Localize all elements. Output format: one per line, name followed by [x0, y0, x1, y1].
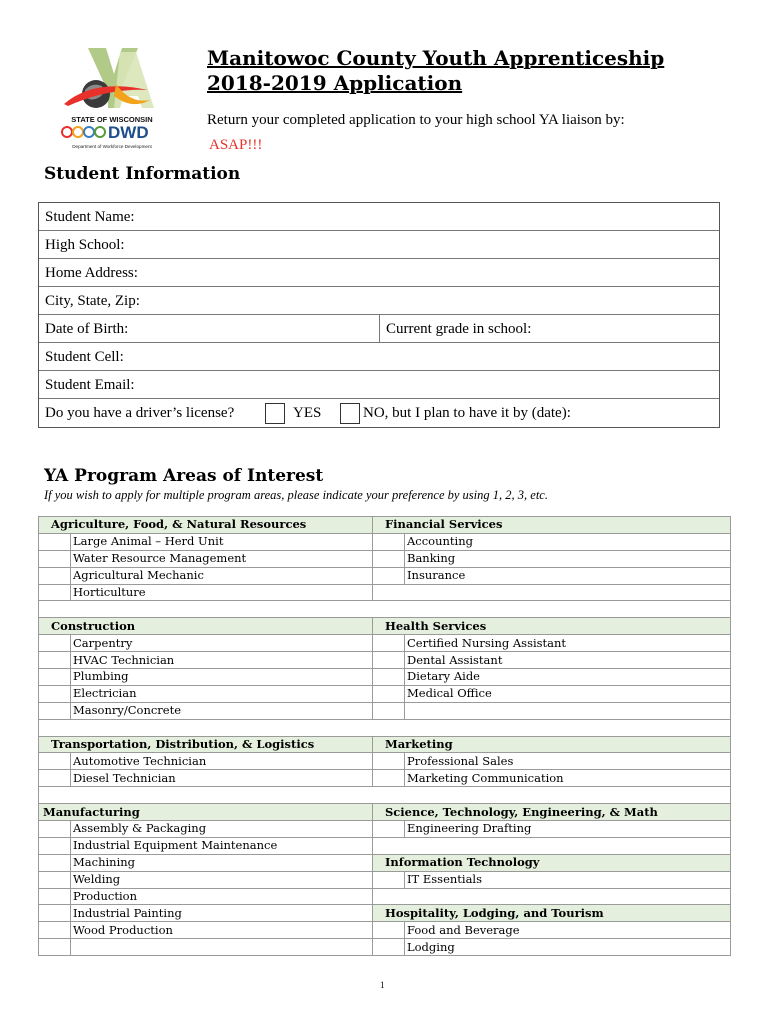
title-line-1: Manitowoc County Youth Apprenticeship: [207, 46, 665, 70]
transportation-item: Diesel Technician: [71, 770, 373, 787]
health-item: Dietary Aide: [405, 669, 731, 686]
high-school-label: High School:: [45, 237, 125, 253]
current-grade-field[interactable]: [379, 315, 531, 342]
agriculture-item: Horticulture: [71, 584, 373, 601]
spacer-row: [39, 787, 731, 804]
financial-item: Accounting: [405, 533, 731, 550]
it-header: Information Technology: [373, 854, 731, 871]
drivers-license-label: Do you have a driver’s license?: [45, 405, 235, 421]
marketing-rank-box[interactable]: [373, 753, 405, 770]
table-row: [39, 635, 731, 652]
manufacturing-rank-box[interactable]: [39, 837, 71, 854]
student-cell-label: Student Cell:: [45, 349, 124, 365]
table-row: [39, 567, 731, 584]
empty-cell: [373, 702, 405, 719]
page-number: 1: [380, 980, 385, 990]
table-row: [39, 888, 731, 905]
financial-header: Financial Services: [373, 517, 731, 534]
health-item: Dental Assistant: [405, 652, 731, 669]
student-email-label: Student Email:: [45, 377, 135, 393]
program-areas-table: [38, 516, 731, 956]
page-title: [207, 46, 664, 96]
financial-item: Insurance: [405, 567, 731, 584]
table-row: [39, 905, 731, 922]
transportation-rank-box[interactable]: [39, 770, 71, 787]
stem-item: Engineering Drafting: [405, 821, 731, 838]
current-grade-label: Current grade in school:: [386, 321, 532, 337]
table-row: [39, 618, 731, 635]
agriculture-item: Large Animal – Herd Unit: [71, 533, 373, 550]
transportation-item: Automotive Technician: [71, 753, 373, 770]
return-instruction: Return your completed application to your high school YA liaison by:: [207, 112, 625, 128]
it-item: IT Essentials: [405, 871, 731, 888]
health-item: Certified Nursing Assistant: [405, 635, 731, 652]
high-school-field[interactable]: [39, 231, 719, 259]
logo-dwd-text: DWD: [108, 123, 149, 142]
health-rank-box[interactable]: [373, 685, 405, 702]
empty-cell: [373, 584, 731, 601]
empty-cell: [373, 837, 731, 854]
license-no-label: NO, but I plan to have it by (date):: [363, 405, 571, 421]
ya-logo-mark: [64, 48, 154, 108]
logo-dept-text: Department of Workforce Development: [72, 144, 152, 149]
student-name-label: Student Name:: [45, 209, 135, 225]
table-row: [39, 685, 731, 702]
transportation-rank-box[interactable]: [39, 753, 71, 770]
construction-item: HVAC Technician: [71, 652, 373, 669]
manufacturing-header: Manufacturing: [39, 804, 373, 821]
student-info-form: [38, 202, 720, 428]
table-row: [39, 702, 731, 719]
empty-cell: [71, 939, 373, 956]
dwd-color-circles: [62, 127, 105, 137]
table-row: [39, 804, 731, 821]
marketing-item: Marketing Communication: [405, 770, 731, 787]
home-address-field[interactable]: [39, 259, 719, 287]
title-line-2: 2018-2019 Application: [207, 71, 463, 95]
table-row: [39, 939, 731, 956]
student-cell-field[interactable]: [39, 343, 719, 371]
manufacturing-rank-box[interactable]: [39, 854, 71, 871]
dob-grade-row: [39, 315, 719, 343]
health-rank-box[interactable]: [373, 635, 405, 652]
agriculture-rank-box[interactable]: [39, 584, 71, 601]
agriculture-rank-box[interactable]: [39, 567, 71, 584]
spacer-row: [39, 719, 731, 736]
financial-rank-box[interactable]: [373, 550, 405, 567]
manufacturing-rank-box[interactable]: [39, 821, 71, 838]
table-row: [39, 517, 731, 534]
stem-rank-box[interactable]: [373, 821, 405, 838]
hospitality-rank-box[interactable]: [373, 939, 405, 956]
empty-cell: [405, 702, 731, 719]
manufacturing-rank-box[interactable]: [39, 871, 71, 888]
manufacturing-item: Assembly & Packaging: [71, 821, 373, 838]
manufacturing-rank-box[interactable]: [39, 888, 71, 905]
transportation-header: Transportation, Distribution, & Logistics: [39, 736, 373, 753]
construction-item: Carpentry: [71, 635, 373, 652]
manufacturing-item: Welding: [71, 871, 373, 888]
table-row: [39, 854, 731, 871]
agriculture-rank-box[interactable]: [39, 533, 71, 550]
construction-item: Masonry/Concrete: [71, 702, 373, 719]
health-rank-box[interactable]: [373, 652, 405, 669]
agriculture-rank-box[interactable]: [39, 550, 71, 567]
construction-rank-box[interactable]: [39, 652, 71, 669]
construction-header: Construction: [39, 618, 373, 635]
drivers-license-row: [39, 399, 719, 427]
manufacturing-item: Production: [71, 888, 373, 905]
manufacturing-item: Machining: [71, 854, 373, 871]
spacer-row: [39, 601, 731, 618]
license-no-checkbox[interactable]: [340, 403, 360, 424]
agriculture-header: Agriculture, Food, & Natural Resources: [39, 517, 373, 534]
marketing-item: Professional Sales: [405, 753, 731, 770]
agriculture-item: Agricultural Mechanic: [71, 567, 373, 584]
marketing-header: Marketing: [373, 736, 731, 753]
health-item: Medical Office: [405, 685, 731, 702]
table-row: [39, 821, 731, 838]
table-row: [39, 770, 731, 787]
wisconsin-dwd-ya-logo: [58, 44, 166, 156]
manufacturing-item: Wood Production: [71, 922, 373, 939]
hospitality-item: Lodging: [405, 939, 731, 956]
student-info-heading: Student Information: [44, 164, 241, 184]
financial-item: Banking: [405, 550, 731, 567]
construction-rank-box[interactable]: [39, 635, 71, 652]
table-row: [39, 669, 731, 686]
deadline-text: ASAP!!!: [209, 137, 263, 153]
table-row: [39, 550, 731, 567]
stem-header: Science, Technology, Engineering, & Math: [373, 804, 731, 821]
student-name-field[interactable]: [39, 203, 719, 231]
financial-rank-box[interactable]: [373, 567, 405, 584]
empty-cell: [373, 888, 731, 905]
table-row: [39, 584, 731, 601]
table-row: [39, 533, 731, 550]
date-of-birth-label[interactable]: Date of Birth:: [45, 321, 129, 337]
empty-cell: [39, 939, 71, 956]
manufacturing-item: Industrial Equipment Maintenance: [71, 837, 373, 854]
manufacturing-item: Industrial Painting: [71, 905, 373, 922]
construction-rank-box[interactable]: [39, 685, 71, 702]
construction-rank-box[interactable]: [39, 669, 71, 686]
table-row: [39, 652, 731, 669]
manufacturing-rank-box[interactable]: [39, 905, 71, 922]
license-yes-checkbox[interactable]: [265, 403, 285, 424]
health-rank-box[interactable]: [373, 669, 405, 686]
table-row: [39, 922, 731, 939]
table-row: [39, 736, 731, 753]
program-instruction: If you wish to apply for multiple program areas, please indicate your preference by using 1, 2, 3, etc.: [44, 488, 548, 502]
student-email-field[interactable]: [39, 371, 719, 399]
logo-state-text: STATE OF WISCONSIN: [71, 115, 153, 124]
city-state-zip-label: City, State, Zip:: [45, 293, 140, 309]
table-row: [39, 837, 731, 854]
table-row: [39, 753, 731, 770]
license-yes-label: YES: [293, 405, 322, 421]
manufacturing-rank-box[interactable]: [39, 922, 71, 939]
marketing-rank-box[interactable]: [373, 770, 405, 787]
construction-item: Plumbing: [71, 669, 373, 686]
home-address-label: Home Address:: [45, 265, 138, 281]
city-state-zip-field[interactable]: [39, 287, 719, 315]
hospitality-header: Hospitality, Lodging, and Tourism: [373, 905, 731, 922]
health-header: Health Services: [373, 618, 731, 635]
hospitality-rank-box[interactable]: [373, 922, 405, 939]
agriculture-item: Water Resource Management: [71, 550, 373, 567]
program-areas-heading: YA Program Areas of Interest: [44, 466, 324, 486]
hospitality-item: Food and Beverage: [405, 922, 731, 939]
construction-item: Electrician: [71, 685, 373, 702]
it-rank-box[interactable]: [373, 871, 405, 888]
table-row: [39, 871, 731, 888]
financial-rank-box[interactable]: [373, 533, 405, 550]
construction-rank-box[interactable]: [39, 702, 71, 719]
